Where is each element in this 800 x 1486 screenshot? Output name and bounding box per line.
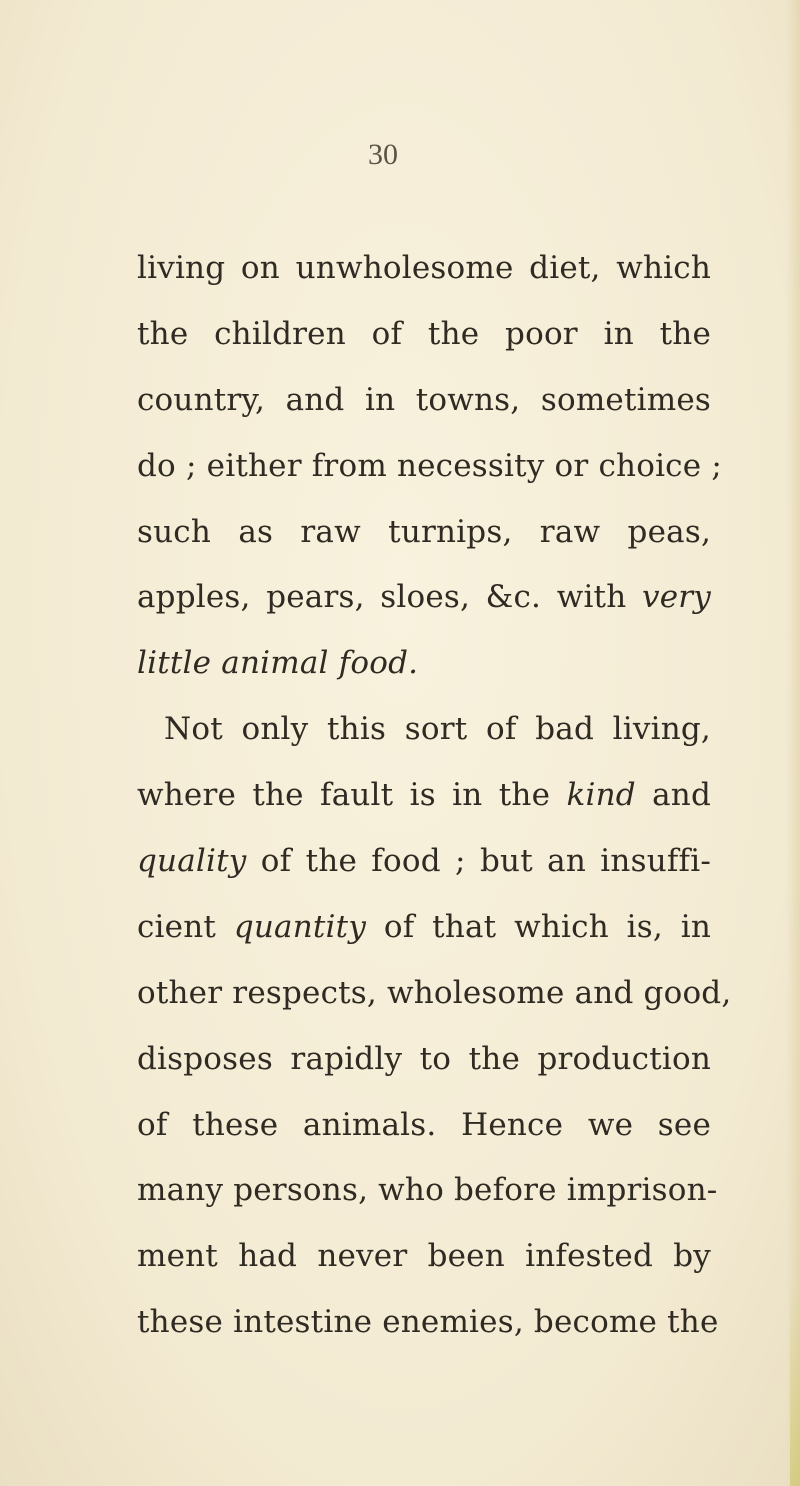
text-run: other respects, wholesome and good, (137, 974, 732, 1011)
italic-text: little animal food. (137, 645, 419, 682)
text-line (137, 368, 711, 434)
italic-text: quantity (233, 908, 367, 945)
text-line (137, 961, 732, 1027)
text-line (137, 829, 711, 895)
text-run: living on unwholesome diet, which (137, 250, 711, 286)
text-line (137, 1093, 711, 1159)
text-run: such as raw turnips, raw peas, (137, 513, 711, 550)
text-run: the children of the poor in the (137, 315, 711, 352)
text-line (137, 895, 711, 961)
text-run: where the fault is in the (137, 777, 567, 814)
text-run: of these animals. Hence we see (137, 1106, 711, 1143)
text-run: Not only this sort of bad living, (164, 711, 711, 748)
text-line (137, 302, 711, 368)
text-run: do ; either from necessity or choice ; (137, 447, 722, 484)
italic-text: kind (566, 777, 636, 814)
text-run: of that which is, in (366, 908, 711, 945)
text-line (137, 236, 711, 302)
page-number: 30 (368, 138, 398, 171)
text-run: ment had never been infested by (137, 1238, 711, 1275)
text-line (137, 1027, 711, 1093)
text-run: many persons, who before imprison- (137, 1172, 718, 1209)
text-line (137, 631, 711, 697)
text-line (137, 763, 711, 829)
text-run: apples, pears, sloes, &c. with (137, 579, 642, 616)
text-line (137, 500, 711, 566)
text-run: country, and in towns, sometimes (137, 381, 711, 418)
text-run: these intestine enemies, become the (137, 1304, 719, 1341)
text-run: disposes rapidly to the production (137, 1040, 711, 1077)
italic-text: very (642, 579, 711, 616)
text-line (137, 1290, 719, 1356)
text-line (137, 434, 722, 500)
body-text (137, 236, 732, 1356)
text-run: cient (137, 908, 234, 945)
text-line (137, 565, 711, 631)
page-edge-shadow (786, 0, 800, 1486)
text-line (137, 697, 711, 763)
text-run: of the food ; but an insuffi- (246, 843, 711, 880)
italic-text: quality (137, 843, 247, 880)
text-line (137, 1224, 711, 1290)
page-edge-stain (790, 1280, 800, 1486)
text-run: and (635, 777, 711, 814)
text-line (137, 1158, 718, 1224)
